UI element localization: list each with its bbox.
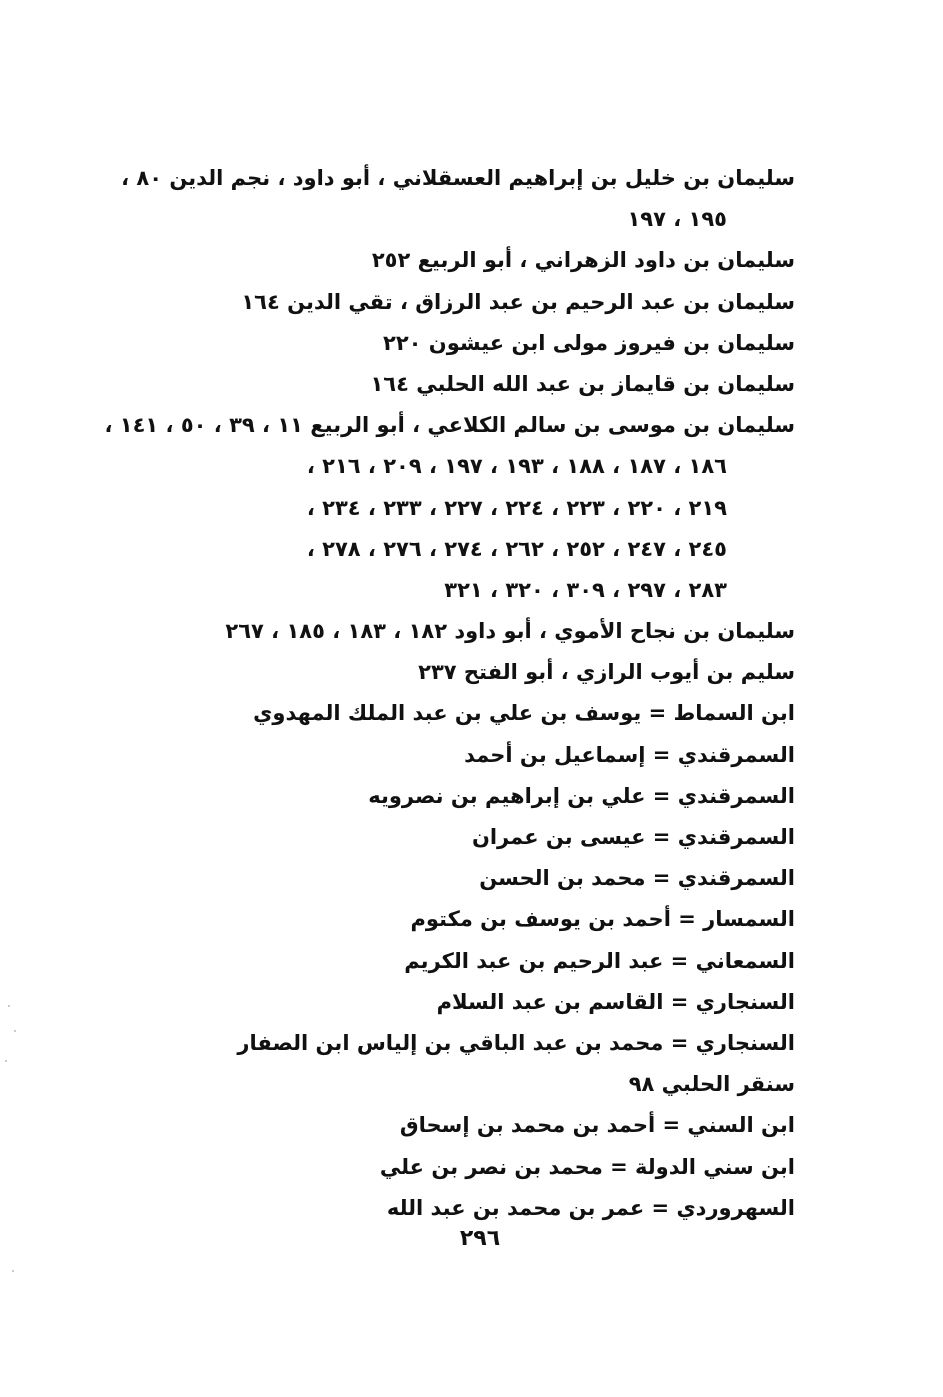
- index-entry: ابن سني الدولة = محمد بن نصر بن علي: [379, 1154, 795, 1179]
- index-entry: سنقر الحلبي ٩٨: [628, 1072, 795, 1097]
- index-entry: سليمان بن قايماز بن عبد الله الحلبي ١٦٤: [370, 371, 795, 396]
- page-number: ٢٩٦: [459, 1226, 501, 1251]
- index-entry: السمعاني = عبد الرحيم بن عبد الكريم: [404, 948, 795, 973]
- index-entry: السمرقندي = علي بن إبراهيم بن نصرويه: [368, 783, 795, 808]
- index-entry: سليمان بن داود الزهراني ، أبو الربيع ٢٥٢: [371, 248, 795, 273]
- index-entry: سليمان بن موسى بن سالم الكلاعي ، أبو الربيع ١١ ، ٣٩ ، ٥٠ ، ١٤١ ،: [104, 413, 795, 438]
- index-entry: ابن السماط = يوسف بن علي بن عبد الملك المهدوي: [253, 701, 795, 726]
- index-entry-continuation: ١٨٦ ، ١٨٧ ، ١٨٨ ، ١٩٣ ، ١٩٧ ، ٢٠٩ ، ٢١٦ ،: [306, 454, 727, 479]
- scan-speck: [14, 1030, 16, 1032]
- index-entries: [104, 158, 795, 1229]
- index-entry-continuation: ٢١٩ ، ٢٢٠ ، ٢٢٣ ، ٢٢٤ ، ٢٢٧ ، ٢٣٣ ، ٢٣٤ ،: [306, 495, 727, 520]
- index-entry: السهروردي = عمر بن محمد بن عبد الله: [386, 1195, 795, 1220]
- index-entry: سليمان بن عبد الرحيم بن عبد الرزاق ، تقي الدين ١٦٤: [241, 289, 795, 314]
- index-entry: السمسار = أحمد بن يوسف بن مكتوم: [410, 907, 795, 932]
- scan-speck: [12, 1270, 14, 1272]
- index-entry: سليمان بن نجاح الأموي ، أبو داود ١٨٢ ، ١٨٣ ، ١٨٥ ، ٢٦٧: [225, 619, 795, 644]
- index-entry: سليمان بن خليل بن إبراهيم العسقلاني ، أبو داود ، نجم الدين ٨٠ ،: [121, 166, 795, 190]
- index-entry: سليمان بن فيروز مولى ابن عيشون ٢٢٠: [383, 330, 795, 355]
- index-entry-continuation: ٢٤٥ ، ٢٤٧ ، ٢٥٢ ، ٢٦٢ ، ٢٧٤ ، ٢٧٦ ، ٢٧٨ ،: [306, 536, 727, 561]
- index-entry-continuation: ١٩٥ ، ١٩٧: [627, 207, 727, 232]
- index-entry: السمرقندي = محمد بن الحسن: [479, 866, 795, 891]
- index-entry-continuation: ٢٨٣ ، ٢٩٧ ، ٣٠٩ ، ٣٢٠ ، ٣٢١: [444, 577, 727, 602]
- index-entry: السمرقندي = إسماعيل بن أحمد: [464, 742, 795, 767]
- index-entry: السنجاري = القاسم بن عبد السلام: [436, 989, 795, 1014]
- index-entry: السنجاري = محمد بن عبد الباقي بن إلياس ابن الصفار: [237, 1030, 795, 1055]
- scan-speck: [8, 1005, 10, 1007]
- index-entry: السمرقندي = عيسى بن عمران: [471, 825, 795, 849]
- index-entry: سليم بن أيوب الرازي ، أبو الفتح ٢٣٧: [418, 660, 795, 685]
- scan-speck: [5, 1060, 7, 1062]
- index-entry: ابن السني = أحمد بن محمد بن إسحاق: [399, 1113, 795, 1138]
